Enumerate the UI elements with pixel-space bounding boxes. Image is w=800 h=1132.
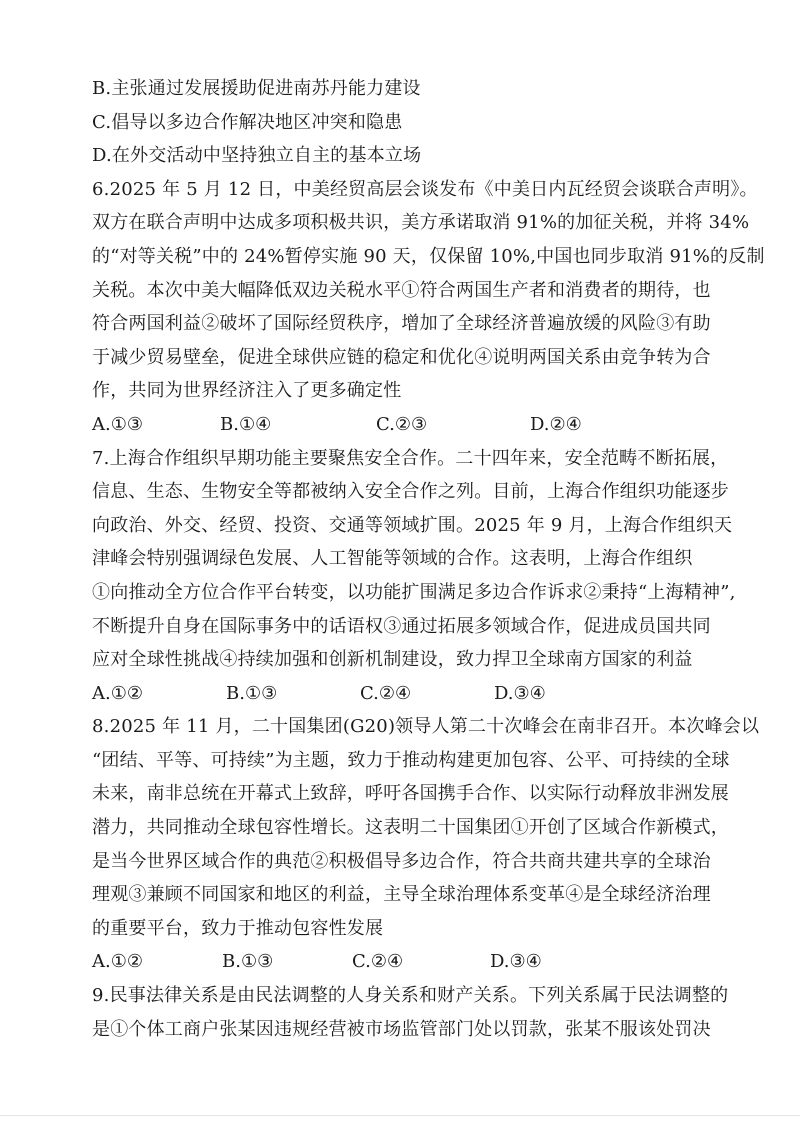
q7-option-d: D.③④: [494, 682, 546, 704]
q8-line: 理观③兼顾不同国家和地区的利益，主导全球治理体系变革④是全球经济治理: [92, 884, 711, 906]
q7-option-b: B.①③: [226, 682, 278, 704]
q7-line: 津峰会特别强调绿色发展、人工智能等领域的合作。这表明，上海合作组织: [92, 548, 693, 570]
q7-option-a: A.①②: [92, 682, 143, 704]
q7-line: 7.上海合作组织早期功能主要聚焦安全合作。二十四年来，安全范畴不断拓展，: [92, 447, 729, 469]
question-6: [92, 173, 765, 442]
q8-line: 潜力，共同推动全球包容性增长。这表明二十国集团①开创了区域合作新模式，: [92, 817, 729, 839]
q6-options: [92, 408, 740, 442]
q8-option-c: C.②④: [352, 951, 404, 973]
q8-line: 8.2025 年 11 月，二十国集团(G20)领导人第二十次峰会在南非召开。本次峰会以: [92, 716, 760, 738]
q5-option-d: D.在外交活动中坚持独立自主的基本立场: [92, 145, 422, 167]
q9-line: 是①个体工商户张某因违规经营被市场监管部门处以罚款，张某不服该处罚决: [92, 1018, 711, 1040]
q7-line: ①向推动全方位合作平台转变，以功能扩围满足多边合作诉求②秉持“上海精神”,: [92, 581, 736, 603]
q8-option-b: B.①③: [222, 951, 274, 973]
q6-line: 关税。本次中美大幅降低双边关税水平①符合两国生产者和消费者的期待，也: [92, 279, 711, 301]
q5-option-b: B.主张通过发展援助促进南苏丹能力建设: [92, 78, 421, 99]
question-8: [92, 710, 760, 979]
q8-option-d: D.③④: [490, 951, 542, 973]
q6-line: 于减少贸易壁垒，促进全球供应链的稳定和优化④说明两国关系由竞争转为合: [92, 346, 711, 368]
q6-option-c: C.②③: [376, 413, 428, 435]
q8-line: 未来，南非总统在开幕式上致辞，呼吁各国携手合作、以实际行动释放非洲发展: [92, 783, 729, 805]
question-7: [92, 442, 740, 711]
q5-option-c: C.倡导以多边合作解决地区冲突和隐患: [92, 111, 403, 133]
q6-line: 的“对等关税”中的 24%暂停实施 90 天，仅保留 10%,中国也同步取消 91%的反制: [92, 245, 765, 267]
q6-option-b: B.①④: [220, 413, 272, 435]
q7-line: 向政治、外交、经贸、投资、交通等领域扩围。2025 年 9 月，上海合作组织天: [92, 514, 733, 536]
q6-option-a: A.①③: [92, 413, 143, 435]
q8-option-a: A.①②: [92, 951, 143, 973]
page-bottom-divider: [0, 1115, 800, 1116]
q6-line: 作，共同为世界经济注入了更多确定性: [92, 380, 402, 402]
q7-line: 应对全球性挑战④持续加强和创新机制建设，致力捍卫全球南方国家的利益: [92, 649, 693, 671]
q7-option-c: C.②④: [360, 682, 412, 704]
q7-options: [92, 677, 740, 711]
q8-line: “团结、平等、可持续”为主题，致力于推动构建更加包容、公平、可持续的全球: [92, 749, 730, 771]
q8-options: [92, 945, 740, 979]
q6-line: 双方在联合声明中达成多项积极共识，美方承诺取消 91%的加征关税，并将 34%: [92, 212, 750, 234]
q8-line: 的重要平台，致力于推动包容性发展: [92, 917, 384, 939]
q6-option-d: D.②④: [530, 413, 582, 435]
q7-line: 信息、生态、生物安全等都被纳入安全合作之列。目前，上海合作组织功能逐步: [92, 481, 729, 503]
q9-line: 9.民事法律关系是由民法调整的人身关系和财产关系。下列关系属于民法调整的: [92, 985, 729, 1007]
q6-line: 6.2025 年 5 月 12 日，中美经贸高层会谈发布《中美日内瓦经贸会谈联合声明》。: [92, 178, 758, 200]
q6-line: 符合两国利益②破坏了国际经贸秩序，增加了全球经济普遍放缓的风险③有助: [92, 313, 711, 335]
question-9: [92, 979, 740, 1046]
q8-line: 是当今世界区域合作的典范②积极倡导多边合作，符合共商共建共享的全球治: [92, 850, 711, 872]
q7-line: 不断提升自身在国际事务中的话语权③通过拓展多领域合作，促进成员国共同: [92, 615, 711, 637]
